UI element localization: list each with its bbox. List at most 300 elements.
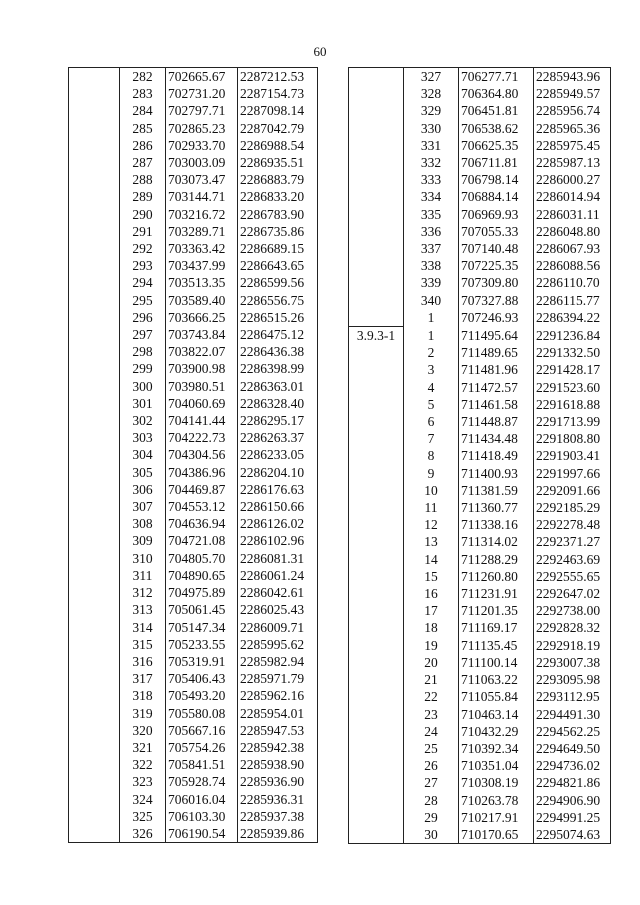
- table-row: [349, 671, 611, 688]
- x-coordinate-cell: 711201.35: [459, 602, 534, 619]
- point-number-cell: 13: [404, 533, 459, 550]
- table-row: [349, 585, 611, 602]
- x-coordinate-cell: 705667.16: [166, 722, 238, 739]
- table-row: [69, 240, 318, 257]
- point-number-cell: 321: [120, 739, 166, 756]
- table-row: [349, 430, 611, 447]
- point-number-cell: 3: [404, 361, 459, 378]
- point-number-cell: 287: [120, 154, 166, 171]
- point-number-cell: 285: [120, 120, 166, 137]
- section-code-cell: [69, 412, 120, 429]
- section-code-cell: [69, 85, 120, 102]
- point-number-cell: 17: [404, 602, 459, 619]
- y-coordinate-cell: 2293095.98: [534, 671, 611, 688]
- section-code-cell: [69, 464, 120, 481]
- x-coordinate-cell: 703363.42: [166, 240, 238, 257]
- section-code-cell: [69, 343, 120, 360]
- table-row: [349, 171, 611, 188]
- x-coordinate-cell: 703743.84: [166, 326, 238, 343]
- x-coordinate-cell: 711418.49: [459, 447, 534, 464]
- point-number-cell: 334: [404, 188, 459, 205]
- y-coordinate-cell: 2286000.27: [534, 171, 611, 188]
- x-coordinate-cell: 706538.62: [459, 120, 534, 137]
- section-code-cell: [349, 344, 404, 361]
- y-coordinate-cell: 2286515.26: [238, 309, 318, 326]
- y-coordinate-cell: 2292918.19: [534, 637, 611, 654]
- x-coordinate-cell: 711489.65: [459, 344, 534, 361]
- y-coordinate-cell: 2285938.90: [238, 756, 318, 773]
- table-row: [69, 412, 318, 429]
- y-coordinate-cell: 2286110.70: [534, 274, 611, 291]
- y-coordinate-cell: 2286081.31: [238, 550, 318, 567]
- table-row: [69, 464, 318, 481]
- x-coordinate-cell: 705928.74: [166, 773, 238, 790]
- point-number-cell: 301: [120, 395, 166, 412]
- point-number-cell: 322: [120, 756, 166, 773]
- table-row: [69, 102, 318, 119]
- point-number-cell: 297: [120, 326, 166, 343]
- point-number-cell: 336: [404, 223, 459, 240]
- point-number-cell: 302: [120, 412, 166, 429]
- section-code-cell: [69, 429, 120, 446]
- point-number-cell: 8: [404, 447, 459, 464]
- point-number-cell: 323: [120, 773, 166, 790]
- x-coordinate-cell: 711338.16: [459, 516, 534, 533]
- page-number: 60: [313, 44, 327, 59]
- section-code-cell: [349, 740, 404, 757]
- table-row: [69, 292, 318, 309]
- y-coordinate-cell: 2286556.75: [238, 292, 318, 309]
- point-number-cell: 298: [120, 343, 166, 360]
- y-coordinate-cell: 2286599.56: [238, 274, 318, 291]
- section-code-cell: [69, 808, 120, 825]
- point-number-cell: 333: [404, 171, 459, 188]
- table-row: [349, 120, 611, 137]
- point-number-cell: 318: [120, 687, 166, 704]
- table-row: [349, 826, 611, 844]
- x-coordinate-cell: 711314.02: [459, 533, 534, 550]
- x-coordinate-cell: 707140.48: [459, 240, 534, 257]
- y-coordinate-cell: 2286150.66: [238, 498, 318, 515]
- coordinates-table-left-body: [69, 68, 318, 843]
- section-code-cell: [349, 637, 404, 654]
- point-number-cell: 289: [120, 188, 166, 205]
- point-number-cell: 290: [120, 206, 166, 223]
- y-coordinate-cell: 2286328.40: [238, 395, 318, 412]
- x-coordinate-cell: 705233.55: [166, 636, 238, 653]
- section-code-cell: 3.9.3-1: [349, 327, 404, 345]
- x-coordinate-cell: 703666.25: [166, 309, 238, 326]
- x-coordinate-cell: 705841.51: [166, 756, 238, 773]
- point-number-cell: 22: [404, 688, 459, 705]
- table-row: [349, 533, 611, 550]
- x-coordinate-cell: 711495.64: [459, 327, 534, 345]
- y-coordinate-cell: 2286204.10: [238, 464, 318, 481]
- table-row: [349, 396, 611, 413]
- section-code-cell: [349, 602, 404, 619]
- point-number-cell: 304: [120, 446, 166, 463]
- section-code-cell: [349, 309, 404, 327]
- y-coordinate-cell: 2285971.79: [238, 670, 318, 687]
- section-code-cell: [349, 619, 404, 636]
- x-coordinate-cell: 706798.14: [459, 171, 534, 188]
- x-coordinate-cell: 707309.80: [459, 274, 534, 291]
- table-row: [69, 137, 318, 154]
- table-row: [349, 706, 611, 723]
- section-code-cell: [69, 584, 120, 601]
- y-coordinate-cell: 2286042.61: [238, 584, 318, 601]
- section-code-cell: [349, 757, 404, 774]
- x-coordinate-cell: 703900.98: [166, 360, 238, 377]
- section-code-cell: [69, 601, 120, 618]
- table-row: [69, 395, 318, 412]
- x-coordinate-cell: 706364.80: [459, 85, 534, 102]
- table-row: [69, 722, 318, 739]
- y-coordinate-cell: 2291713.99: [534, 413, 611, 430]
- point-number-cell: 314: [120, 619, 166, 636]
- point-number-cell: 20: [404, 654, 459, 671]
- x-coordinate-cell: 706451.81: [459, 102, 534, 119]
- table-row: [69, 154, 318, 171]
- y-coordinate-cell: 2287154.73: [238, 85, 318, 102]
- point-number-cell: 1: [404, 309, 459, 327]
- section-code-cell: [349, 396, 404, 413]
- section-code-cell: [349, 482, 404, 499]
- table-row: [349, 774, 611, 791]
- x-coordinate-cell: 711055.84: [459, 688, 534, 705]
- point-number-cell: 284: [120, 102, 166, 119]
- point-number-cell: 7: [404, 430, 459, 447]
- section-code-cell: [69, 240, 120, 257]
- table-row: [69, 257, 318, 274]
- table-row: [69, 739, 318, 756]
- point-number-cell: 335: [404, 206, 459, 223]
- table-row: [349, 344, 611, 361]
- table-row: [349, 465, 611, 482]
- y-coordinate-cell: 2292185.29: [534, 499, 611, 516]
- point-number-cell: 14: [404, 551, 459, 568]
- x-coordinate-cell: 704805.70: [166, 550, 238, 567]
- point-number-cell: 325: [120, 808, 166, 825]
- y-coordinate-cell: 2286643.65: [238, 257, 318, 274]
- point-number-cell: 303: [120, 429, 166, 446]
- table-row: [69, 120, 318, 137]
- x-coordinate-cell: 711231.91: [459, 585, 534, 602]
- section-code-cell: [69, 257, 120, 274]
- y-coordinate-cell: 2286126.02: [238, 515, 318, 532]
- y-coordinate-cell: 2286363.01: [238, 378, 318, 395]
- y-coordinate-cell: 2294649.50: [534, 740, 611, 757]
- x-coordinate-cell: 704222.73: [166, 429, 238, 446]
- x-coordinate-cell: 702933.70: [166, 137, 238, 154]
- y-coordinate-cell: 2292555.65: [534, 568, 611, 585]
- table-row: [69, 601, 318, 618]
- point-number-cell: 15: [404, 568, 459, 585]
- x-coordinate-cell: 703589.40: [166, 292, 238, 309]
- y-coordinate-cell: 2287042.79: [238, 120, 318, 137]
- table-row: [349, 654, 611, 671]
- point-number-cell: 338: [404, 257, 459, 274]
- x-coordinate-cell: 703073.47: [166, 171, 238, 188]
- y-coordinate-cell: 2285995.62: [238, 636, 318, 653]
- y-coordinate-cell: 2291808.80: [534, 430, 611, 447]
- table-row: [69, 206, 318, 223]
- section-code-cell: [69, 292, 120, 309]
- x-coordinate-cell: 705147.34: [166, 619, 238, 636]
- point-number-cell: 16: [404, 585, 459, 602]
- table-row: [349, 154, 611, 171]
- y-coordinate-cell: 2285943.96: [534, 68, 611, 86]
- x-coordinate-cell: 703513.35: [166, 274, 238, 291]
- point-number-cell: 12: [404, 516, 459, 533]
- y-coordinate-cell: 2285987.13: [534, 154, 611, 171]
- x-coordinate-cell: 704890.65: [166, 567, 238, 584]
- table-row: [349, 379, 611, 396]
- coordinates-table-right-body: [349, 68, 611, 844]
- section-code-cell: [69, 309, 120, 326]
- section-code-cell: [69, 773, 120, 790]
- x-coordinate-cell: 702665.67: [166, 68, 238, 86]
- x-coordinate-cell: 706103.30: [166, 808, 238, 825]
- section-code-cell: [69, 102, 120, 119]
- point-number-cell: 5: [404, 396, 459, 413]
- section-code-cell: [349, 723, 404, 740]
- point-number-cell: 291: [120, 223, 166, 240]
- y-coordinate-cell: 2294991.25: [534, 809, 611, 826]
- y-coordinate-cell: 2291903.41: [534, 447, 611, 464]
- y-coordinate-cell: 2287098.14: [238, 102, 318, 119]
- y-coordinate-cell: 2286176.63: [238, 481, 318, 498]
- table-row: [349, 223, 611, 240]
- y-coordinate-cell: 2286689.15: [238, 240, 318, 257]
- point-number-cell: 305: [120, 464, 166, 481]
- y-coordinate-cell: 2291332.50: [534, 344, 611, 361]
- y-coordinate-cell: 2285965.36: [534, 120, 611, 137]
- y-coordinate-cell: 2292647.02: [534, 585, 611, 602]
- point-number-cell: 332: [404, 154, 459, 171]
- x-coordinate-cell: 704636.94: [166, 515, 238, 532]
- table-row: [69, 360, 318, 377]
- x-coordinate-cell: 711288.29: [459, 551, 534, 568]
- section-code-cell: [349, 430, 404, 447]
- section-code-cell: [349, 171, 404, 188]
- y-coordinate-cell: 2286475.12: [238, 326, 318, 343]
- x-coordinate-cell: 711461.58: [459, 396, 534, 413]
- section-code-cell: [69, 154, 120, 171]
- table-row: [349, 723, 611, 740]
- section-code-cell: [69, 395, 120, 412]
- section-code-cell: [69, 378, 120, 395]
- y-coordinate-cell: 2293112.95: [534, 688, 611, 705]
- y-coordinate-cell: 2285954.01: [238, 705, 318, 722]
- y-coordinate-cell: 2286009.71: [238, 619, 318, 636]
- table-row: [69, 498, 318, 515]
- coordinates-table-left: [68, 67, 318, 843]
- point-number-cell: 320: [120, 722, 166, 739]
- x-coordinate-cell: 705319.91: [166, 653, 238, 670]
- point-number-cell: 331: [404, 137, 459, 154]
- x-coordinate-cell: 710463.14: [459, 706, 534, 723]
- x-coordinate-cell: 704386.96: [166, 464, 238, 481]
- point-number-cell: 24: [404, 723, 459, 740]
- x-coordinate-cell: 704304.56: [166, 446, 238, 463]
- y-coordinate-cell: 2294491.30: [534, 706, 611, 723]
- table-row: [349, 809, 611, 826]
- section-code-cell: [349, 120, 404, 137]
- y-coordinate-cell: 2292463.69: [534, 551, 611, 568]
- x-coordinate-cell: 711400.93: [459, 465, 534, 482]
- y-coordinate-cell: 2292828.32: [534, 619, 611, 636]
- point-number-cell: 296: [120, 309, 166, 326]
- table-row: [349, 413, 611, 430]
- point-number-cell: 4: [404, 379, 459, 396]
- y-coordinate-cell: 2292278.48: [534, 516, 611, 533]
- point-number-cell: 1: [404, 327, 459, 345]
- table-row: [69, 515, 318, 532]
- x-coordinate-cell: 705754.26: [166, 739, 238, 756]
- table-row: [69, 791, 318, 808]
- section-code-cell: [69, 498, 120, 515]
- y-coordinate-cell: 2286295.17: [238, 412, 318, 429]
- x-coordinate-cell: 703289.71: [166, 223, 238, 240]
- section-code-cell: [69, 515, 120, 532]
- table-row: [69, 705, 318, 722]
- y-coordinate-cell: 2292091.66: [534, 482, 611, 499]
- point-number-cell: 18: [404, 619, 459, 636]
- x-coordinate-cell: 705406.43: [166, 670, 238, 687]
- point-number-cell: 288: [120, 171, 166, 188]
- point-number-cell: 293: [120, 257, 166, 274]
- x-coordinate-cell: 710170.65: [459, 826, 534, 844]
- table-row: [349, 757, 611, 774]
- y-coordinate-cell: 2291236.84: [534, 327, 611, 345]
- y-coordinate-cell: 2285947.53: [238, 722, 318, 739]
- point-number-cell: 6: [404, 413, 459, 430]
- y-coordinate-cell: 2285939.86: [238, 825, 318, 843]
- point-number-cell: 327: [404, 68, 459, 86]
- y-coordinate-cell: 2285956.74: [534, 102, 611, 119]
- section-code-cell: [69, 223, 120, 240]
- section-code-cell: [69, 326, 120, 343]
- section-code-cell: [69, 705, 120, 722]
- x-coordinate-cell: 703144.71: [166, 188, 238, 205]
- section-code-cell: [69, 722, 120, 739]
- x-coordinate-cell: 706016.04: [166, 791, 238, 808]
- x-coordinate-cell: 711063.22: [459, 671, 534, 688]
- table-row: [349, 688, 611, 705]
- x-coordinate-cell: 704553.12: [166, 498, 238, 515]
- table-row: [349, 292, 611, 309]
- table-row: [69, 326, 318, 343]
- table-row: [69, 773, 318, 790]
- table-row: [349, 602, 611, 619]
- y-coordinate-cell: 2286088.56: [534, 257, 611, 274]
- x-coordinate-cell: 705061.45: [166, 601, 238, 618]
- section-code-cell: [349, 809, 404, 826]
- table-row: [349, 499, 611, 516]
- point-number-cell: 337: [404, 240, 459, 257]
- table-row: [349, 68, 611, 86]
- y-coordinate-cell: 2294562.25: [534, 723, 611, 740]
- x-coordinate-cell: 710308.19: [459, 774, 534, 791]
- point-number-cell: 29: [404, 809, 459, 826]
- point-number-cell: 21: [404, 671, 459, 688]
- y-coordinate-cell: 2285937.38: [238, 808, 318, 825]
- y-coordinate-cell: 2291997.66: [534, 465, 611, 482]
- table-row: [69, 446, 318, 463]
- section-code-cell: [69, 137, 120, 154]
- table-row: [69, 378, 318, 395]
- x-coordinate-cell: 711448.87: [459, 413, 534, 430]
- y-coordinate-cell: 2291523.60: [534, 379, 611, 396]
- table-row: [349, 309, 611, 327]
- section-code-cell: [349, 413, 404, 430]
- table-row: [349, 102, 611, 119]
- point-number-cell: 23: [404, 706, 459, 723]
- point-number-cell: 311: [120, 567, 166, 584]
- point-number-cell: 339: [404, 274, 459, 291]
- point-number-cell: 9: [404, 465, 459, 482]
- section-code-cell: [349, 568, 404, 585]
- table-row: [349, 361, 611, 378]
- x-coordinate-cell: 710351.04: [459, 757, 534, 774]
- table-row: [349, 740, 611, 757]
- table-row: [349, 619, 611, 636]
- y-coordinate-cell: 2286988.54: [238, 137, 318, 154]
- y-coordinate-cell: 2285942.38: [238, 739, 318, 756]
- x-coordinate-cell: 706884.14: [459, 188, 534, 205]
- y-coordinate-cell: 2286436.38: [238, 343, 318, 360]
- section-code-cell: [349, 447, 404, 464]
- x-coordinate-cell: 702865.23: [166, 120, 238, 137]
- y-coordinate-cell: 2286048.80: [534, 223, 611, 240]
- point-number-cell: 26: [404, 757, 459, 774]
- x-coordinate-cell: 705493.20: [166, 687, 238, 704]
- point-number-cell: 317: [120, 670, 166, 687]
- y-coordinate-cell: 2285936.31: [238, 791, 318, 808]
- y-coordinate-cell: 2293007.38: [534, 654, 611, 671]
- x-coordinate-cell: 707225.35: [459, 257, 534, 274]
- x-coordinate-cell: 707246.93: [459, 309, 534, 327]
- x-coordinate-cell: 710432.29: [459, 723, 534, 740]
- section-code-cell: [69, 360, 120, 377]
- point-number-cell: 310: [120, 550, 166, 567]
- point-number-cell: 316: [120, 653, 166, 670]
- x-coordinate-cell: 707055.33: [459, 223, 534, 240]
- table-row: [69, 429, 318, 446]
- section-code-cell: [69, 481, 120, 498]
- table-row: [69, 619, 318, 636]
- section-code-cell: [349, 102, 404, 119]
- section-code-cell: [349, 223, 404, 240]
- section-code-cell: [349, 379, 404, 396]
- table-row: [349, 137, 611, 154]
- point-number-cell: 10: [404, 482, 459, 499]
- x-coordinate-cell: 710263.78: [459, 792, 534, 809]
- y-coordinate-cell: 2285962.16: [238, 687, 318, 704]
- point-number-cell: 313: [120, 601, 166, 618]
- section-code-cell: [349, 274, 404, 291]
- table-row: [349, 85, 611, 102]
- x-coordinate-cell: 703003.09: [166, 154, 238, 171]
- point-number-cell: 30: [404, 826, 459, 844]
- table-row: [69, 309, 318, 326]
- section-code-cell: [69, 739, 120, 756]
- point-number-cell: 340: [404, 292, 459, 309]
- x-coordinate-cell: 711100.14: [459, 654, 534, 671]
- x-coordinate-cell: 704141.44: [166, 412, 238, 429]
- y-coordinate-cell: 2287212.53: [238, 68, 318, 86]
